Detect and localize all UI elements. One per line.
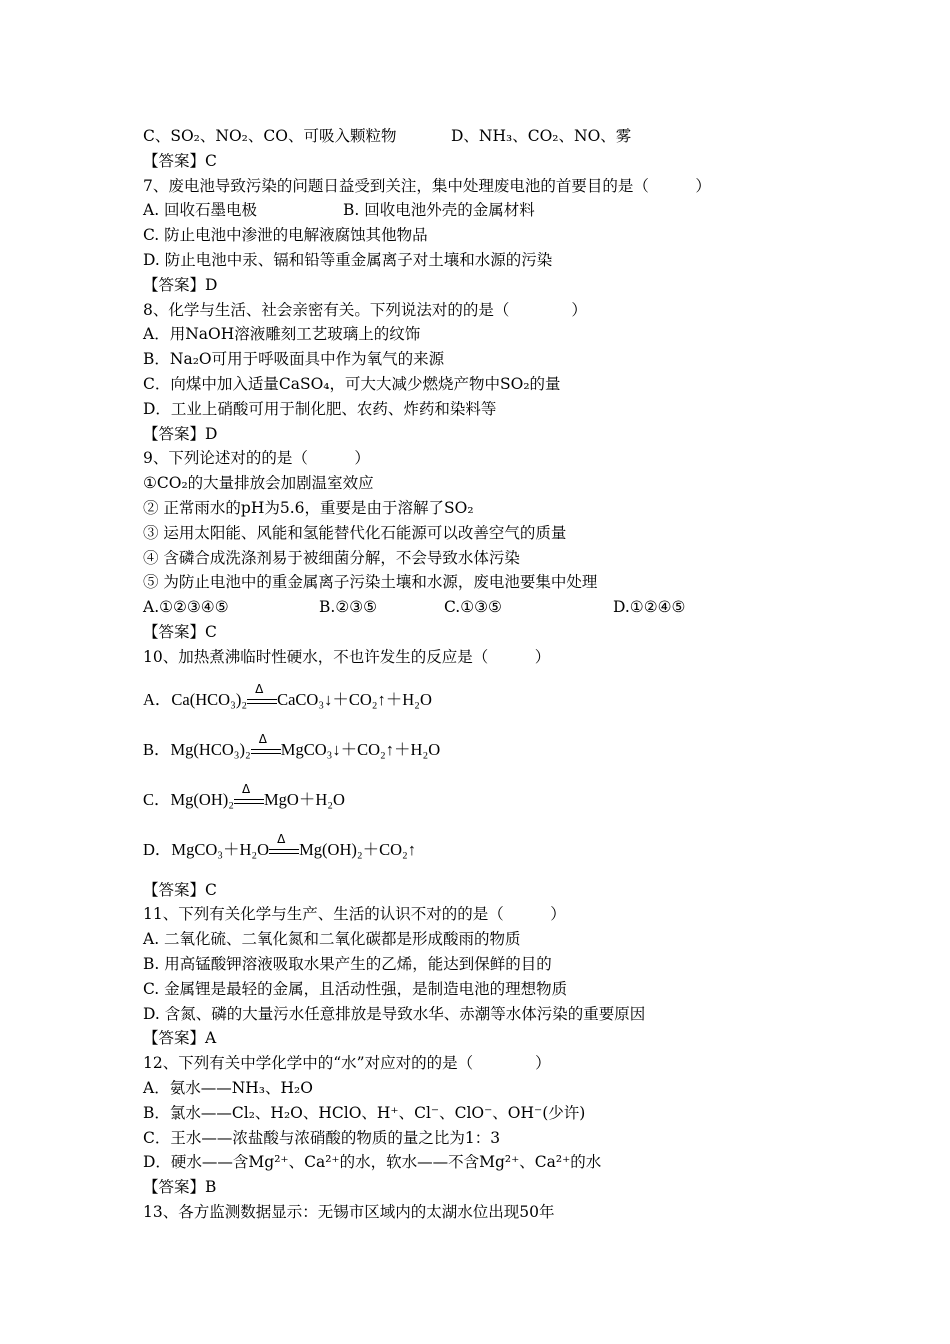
q8-option-d: D．工业上硝酸可用于制化肥、农药、炸药和染料等 <box>143 399 497 418</box>
q9-statement-1: ①CO₂的大量排放会加剧温室效应 <box>143 474 374 493</box>
q12-option-c: C．王水——浓盐酸与浓硝酸的物质的量之比为1：3 <box>143 1128 501 1147</box>
q9-option-c: C.①③⑤ <box>444 598 502 617</box>
q9-statement-5: ⑤ 为防止电池中的重金属离子污染土壤和水源，废电池要集中处理 <box>143 573 598 592</box>
q8-option-a: A．用NaOH溶液雕刻工艺玻璃上的纹饰 <box>143 325 421 344</box>
q9-options <box>143 595 833 620</box>
q10-b-reactants: Mg(HCO₃)₂ <box>170 739 251 759</box>
q7-option-d: D. 防止电池中汞、镉和铅等重金属离子对土壤和水源的污染 <box>143 250 553 269</box>
q6-options-cd <box>143 124 833 149</box>
q8-option-b: B．Na₂O可用于呼吸面具中作为氧气的来源 <box>143 350 445 369</box>
q10-a-label: A． <box>143 689 172 709</box>
heat-arrow-icon: Δ <box>251 747 281 759</box>
q9-option-d: D.①②④⑤ <box>613 598 686 617</box>
q10-a-reactants: Ca(HCO₃)₂ <box>171 689 248 709</box>
q7-stem: 7、废电池导致污染的问题日益受到关注，集中处理废电池的首要目的是（ ） <box>143 176 711 195</box>
q12-option-d: D．硬水——含Mg²⁺、Ca²⁺的水，软水——不含Mg²⁺、Ca²⁺的水 <box>143 1153 602 1172</box>
q12-stem: 12、下列有关中学化学中的“水”对应对的的是（ ） <box>143 1054 551 1073</box>
q11-stem: 11、下列有关化学与生产、生活的认识不对的的是（ ） <box>143 905 566 924</box>
q11-option-d: D. 含氮、磷的大量污水任意排放是导致水华、赤潮等水体污染的重要原因 <box>143 1004 646 1023</box>
q9-stem: 9、下列论述对的的是（ ） <box>143 449 370 468</box>
q6-option-d: D、NH₃、CO₂、NO、雾 <box>451 127 632 145</box>
q7-option-a: A. 回收石墨电极 <box>143 201 258 220</box>
q7-option-c: C. 防止电池中渗泄的电解液腐蚀其他物品 <box>143 226 428 245</box>
q9-option-a: A.①②③④⑤ <box>143 598 229 617</box>
q6-answer: 【答案】C <box>143 151 217 170</box>
q10-d-reactants: MgCO₃＋H₂O <box>171 839 270 859</box>
q8-stem: 8、化学与生活、社会亲密有关。下列说法对的的是（ ） <box>143 300 587 319</box>
q12-option-b: B．氯水——Cl₂、H₂O、HClO、H⁺、Cl⁻、ClO⁻、OH⁻(少许) <box>143 1103 586 1122</box>
q10-d-products: Mg(OH)₂＋CO₂↑ <box>299 839 417 859</box>
q10-option-a <box>143 670 833 712</box>
q9-option-b: B.②③⑤ <box>319 598 378 617</box>
q8-option-c: C．向煤中加入适量CaSO₄，可大大减少燃烧产物中SO₂的量 <box>143 374 561 393</box>
q12-option-a: A．氨水——NH₃、H₂O <box>143 1078 313 1097</box>
q10-d-label: D． <box>143 839 172 859</box>
q9-statement-4: ④ 含磷合成洗涤剂易于被细菌分解，不会导致水体污染 <box>143 548 520 567</box>
q7-answer: 【答案】D <box>143 275 218 294</box>
q11-answer: 【答案】A <box>143 1029 217 1048</box>
q10-stem: 10、加热煮沸临时性硬水，不也许发生的反应是（ ） <box>143 647 551 666</box>
document-page <box>143 124 833 1225</box>
q8-answer: 【答案】D <box>143 424 218 443</box>
q7-options-ab <box>143 198 833 223</box>
q13-stem: 13、各方监测数据显示：无锡市区域内的太湖水位出现50年 <box>143 1202 555 1221</box>
q10-c-products: MgO＋H₂O <box>264 789 345 809</box>
q10-option-c <box>143 762 833 812</box>
q10-answer: 【答案】C <box>143 880 217 899</box>
heat-arrow-icon: Δ <box>234 797 264 809</box>
q10-c-label: C． <box>143 789 171 809</box>
q9-statement-2: ② 正常雨水的pH为5.6，重要是由于溶解了SO₂ <box>143 498 474 517</box>
q6-option-c: C、SO₂、NO₂、CO、可吸入颗粒物 <box>143 127 397 145</box>
q10-b-label: B． <box>143 739 171 759</box>
q12-answer: 【答案】B <box>143 1178 217 1197</box>
q11-option-a: A. 二氧化硫、二氧化氮和二氧化碳都是形成酸雨的物质 <box>143 930 521 949</box>
q10-option-b <box>143 712 833 762</box>
q7-option-b: B. 回收电池外壳的金属材料 <box>343 201 535 220</box>
q10-option-d <box>143 812 833 862</box>
heat-arrow-icon: Δ <box>247 697 277 709</box>
q10-b-products: MgCO₃↓＋CO₂↑＋H₂O <box>280 739 441 759</box>
q10-c-reactants: Mg(OH)₂ <box>170 789 235 809</box>
q10-a-products: CaCO₃↓＋CO₂↑＋H₂O <box>277 689 432 709</box>
q9-answer: 【答案】C <box>143 622 217 641</box>
heat-arrow-icon: Δ <box>269 847 299 859</box>
q11-option-b: B. 用高锰酸钾溶液吸取水果产生的乙烯，能达到保鲜的目的 <box>143 954 552 973</box>
q9-statement-3: ③ 运用太阳能、风能和氢能替代化石能源可以改善空气的质量 <box>143 523 567 542</box>
q11-option-c: C. 金属锂是最轻的金属，且活动性强，是制造电池的理想物质 <box>143 979 568 998</box>
